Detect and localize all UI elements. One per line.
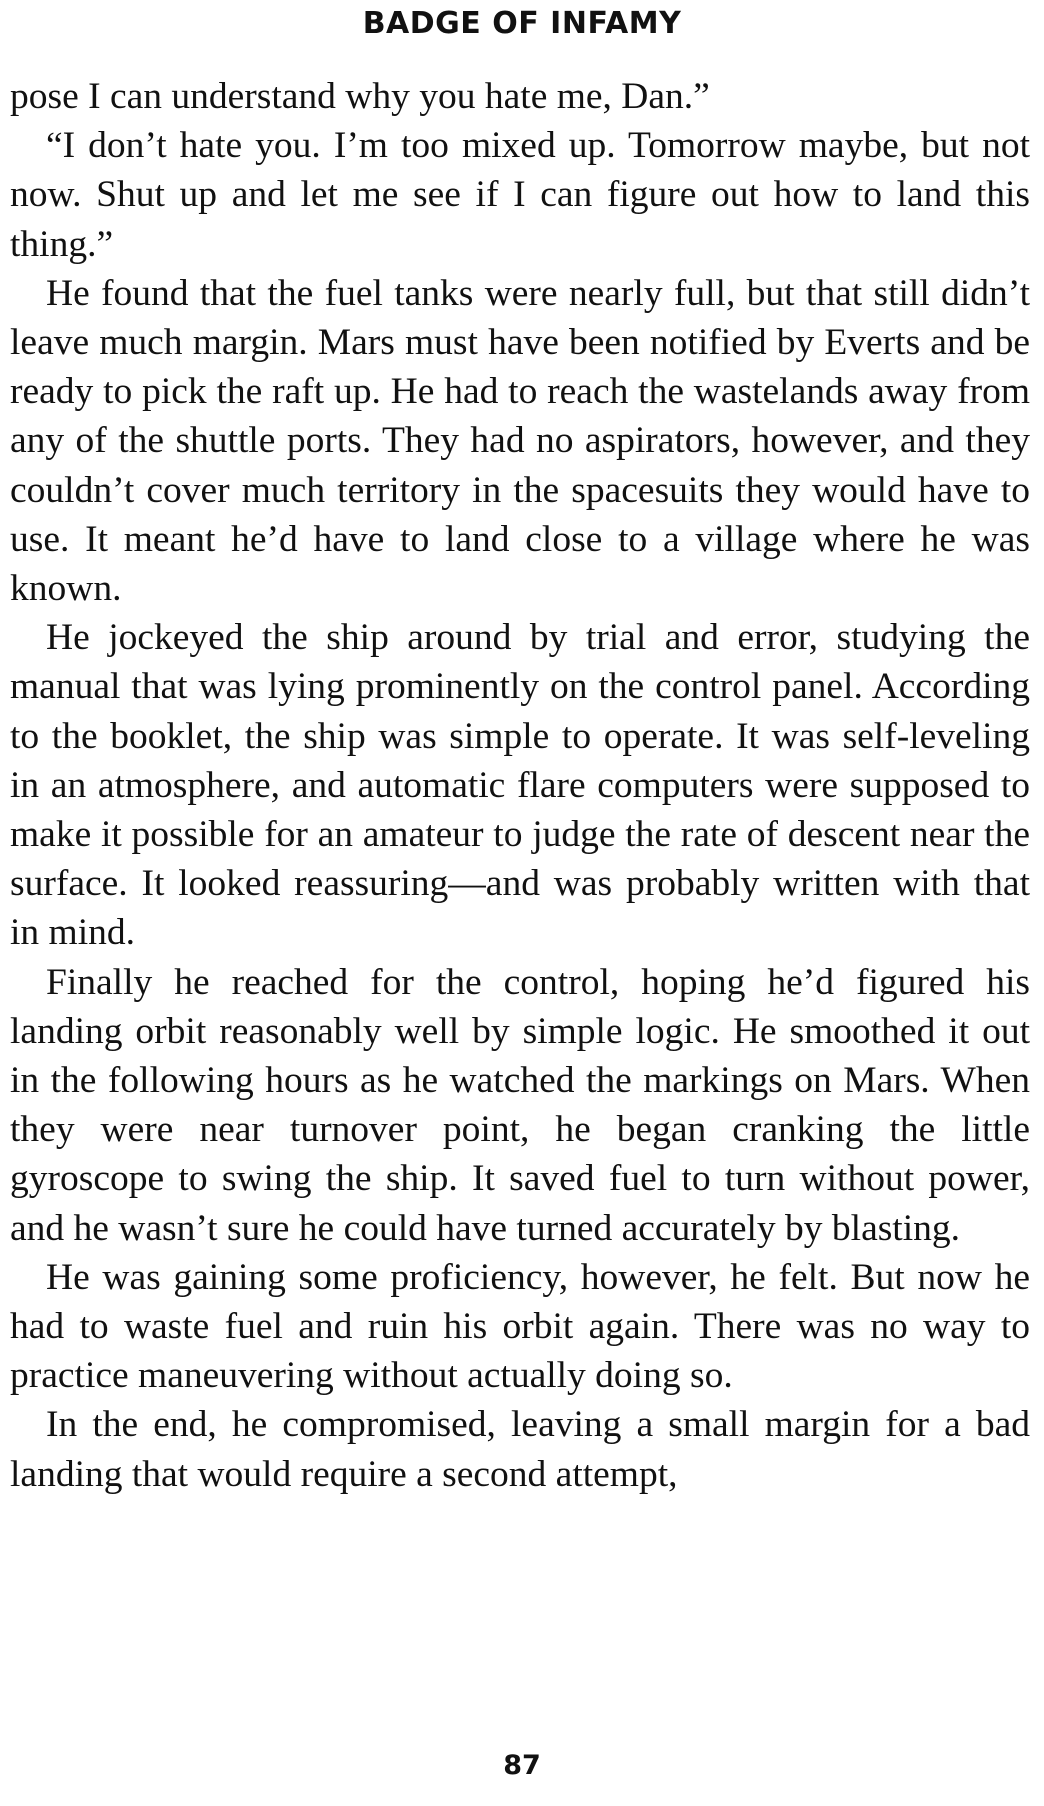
paragraph: He found that the fuel tanks were nearly full, but that still didn’t leave much margin. Mars must have been notified by Everts and be ready to pick the raft up. He had to reach the wastelands away from any of the shuttle ports. They had no aspirators, however, and they couldn’t cover much territory in the spacesuits they would have to use. It meant he’d have to land close to a village where he was known.: [10, 272, 1030, 610]
body-text: [10, 72, 1030, 1499]
paragraph: Finally he reached for the control, hoping he’d figured his landing orbit reasonably well by simple logic. He smoothed it out in the following hours as he watched the markings on Mars. When they were near turnover point, he began cranking the little gyroscope to swing the ship. It saved fuel to turn without power, and he wasn’t sure he could have turned accurately by blasting.: [10, 961, 1030, 1249]
paragraph: In the end, he compromised, leaving a small margin for a bad landing that would require a second attempt,: [10, 1404, 1030, 1495]
paragraph-continued: pose I can understand why you hate me, Dan.”: [10, 76, 710, 117]
paragraph: “I don’t hate you. I’m too mixed up. Tomorrow maybe, but not now. Shut up and let me see if I can figure out how to land this thing.”: [10, 125, 1030, 265]
page-number: 87: [503, 1750, 541, 1781]
paragraph: He jockeyed the ship around by trial and error, studying the manual that was lying prominently on the control panel. According to the booklet, the ship was simple to operate. It was self-leveling in an atmosphere, and automatic flare computers were supposed to make it possible for an amateur to judge the rate of descent near the surface. It looked reassuring—and was probably written with that in mind.: [10, 617, 1030, 954]
running-title: BADGE OF INFAMY: [362, 6, 682, 41]
paragraph: He was gaining some proficiency, however, he felt. But now he had to waste fuel and ruin his orbit again. There was no way to practice maneuvering without actually doing so.: [10, 1256, 1030, 1397]
